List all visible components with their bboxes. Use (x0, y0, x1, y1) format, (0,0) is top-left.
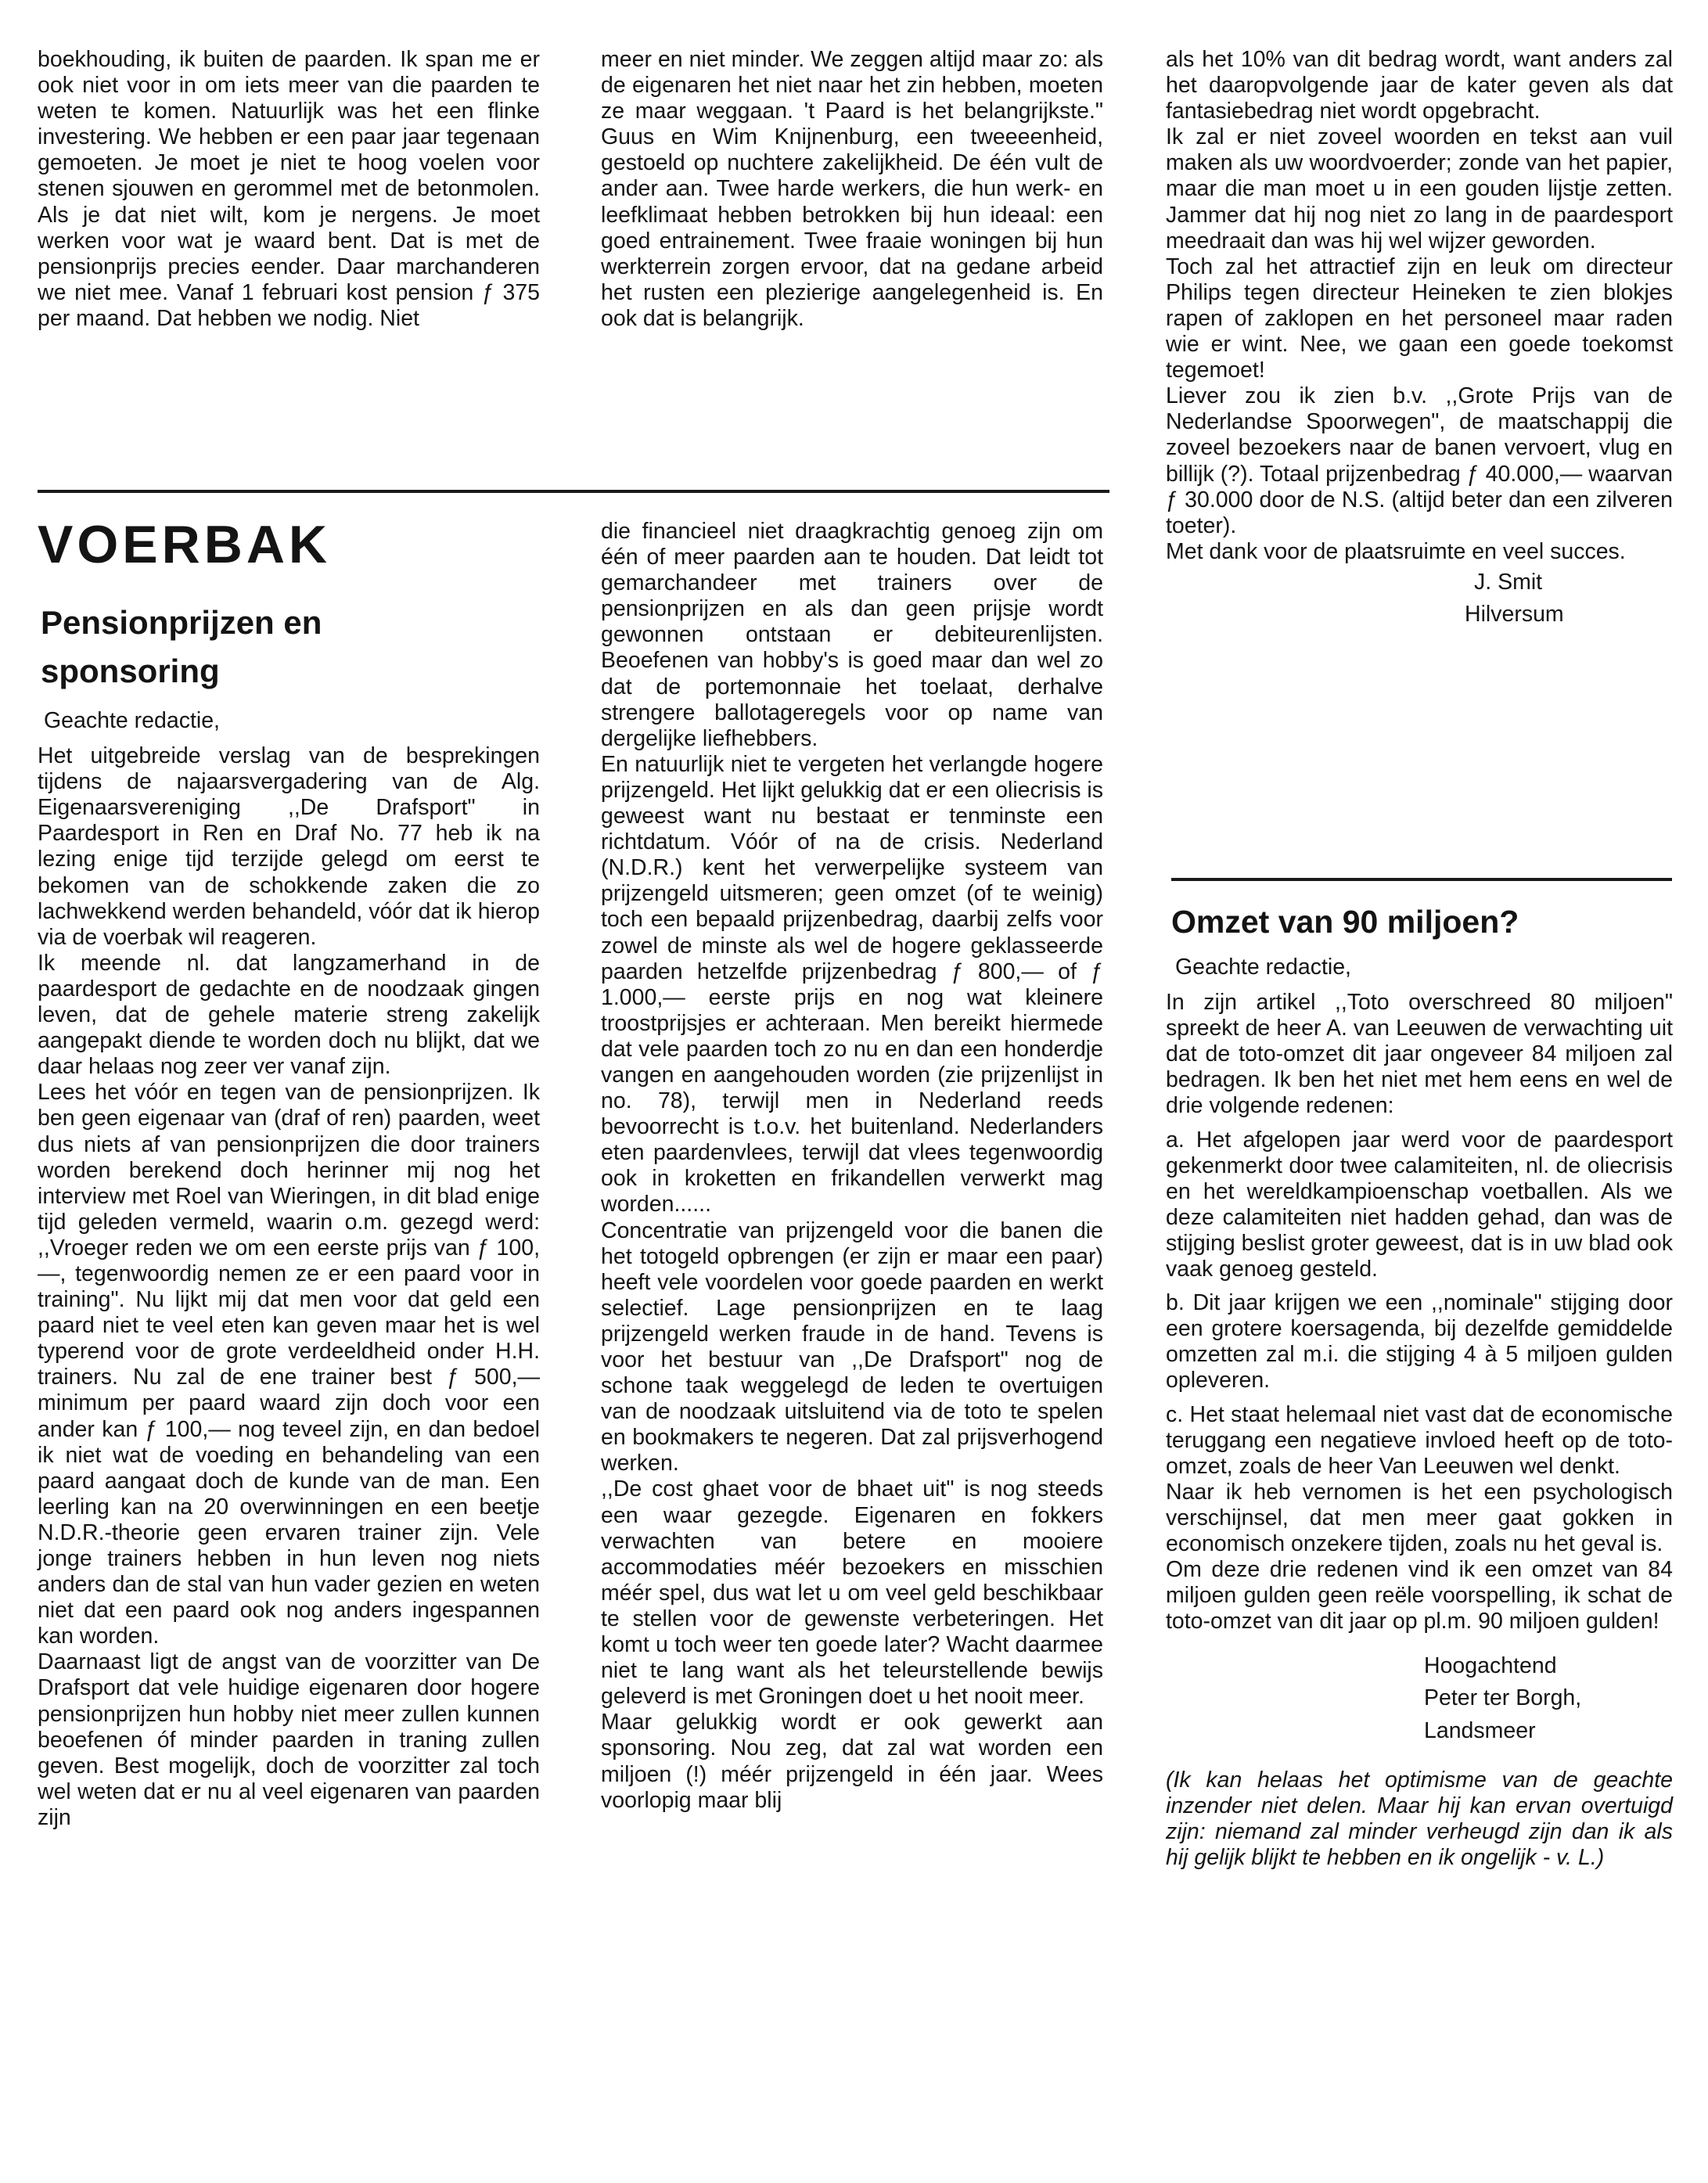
paragraph: In zijn artikel ,,Toto overschreed 80 miljoen" spreekt de heer A. van Leeuwen de verwachting uit dat de toto-omzet dit jaar ongeveer 84 miljoen zal bedragen. Ik ben het niet met hem eens en wel de drie volgende redenen: (1166, 990, 1673, 1119)
top-column-1 (38, 47, 540, 332)
paragraph: c. Het staat helemaal niet vast dat de economische teruggang een negatieve invloed heeft op de toto-omzet, zoals de heer Van Leeuwen wel denkt. (1166, 1401, 1673, 1479)
section-divider (1171, 878, 1672, 881)
continued-text: meer en niet minder. We zeggen altijd maar zo: als de eigenaren het niet naar het zin hebben, moeten ze maar weggaan. 't Paard is het belangrijkste." Guus en Wim Knijnenburg, een tweeeenheid, gestoeld op nuchtere zakelijkheid. De één vult de ander aan. Twee harde werkers, die hun werk- en leefklimaat hebben betrokken bij hun ideaal: een goed entrainement. Twee fraaie woningen bij hun werkterrein zorgen ervoor, dat na gedane arbeid het rusten een plezierige aangelegenheid is. En ook dat is belangrijk. (601, 47, 1103, 331)
letter-column-3 (1166, 47, 1673, 628)
paragraph: Ik zal er niet zoveel woorden en tekst aan vuil maken als uw woordvoerder; zonde van het papier, maar die man moet u in een gouden lijstje zetten. Jammer dat hij nog niet zo lang in de paardesport meedraait dan was hij wel wijzer geworden. (1166, 124, 1673, 254)
section-title: VOERBAK (38, 515, 332, 574)
paragraph: b. Dit jaar krijgen we een ,,nominale" stijging door een grotere koersagenda, bij dezelfde gemiddelde omzetten zal m.i. die stijging 4 à 5 miljoen gulden opleveren. (1166, 1290, 1673, 1394)
paragraph: Toch zal het attractief zijn en leuk om directeur Philips tegen directeur Heineken te zien blokjes rapen of zaklopen en het personeel maar raden wie er wint. Nee, we gaan een goede toekomst tegemoet! (1166, 254, 1673, 383)
signature-place: Hilversum (1465, 601, 1564, 627)
salutation: Geachte redactie, (44, 708, 220, 733)
editor-note: (Ik kan helaas het optimisme van de geachte inzender niet delen. Maar hij kan ervan overtuigd zijn: niemand zal minder verheugd zijn dan ik als hij gelijk blijkt te hebben en ik ongelijk - v. L.) (1166, 1767, 1673, 1870)
signature-name: Peter ter Borgh, (1424, 1685, 1582, 1711)
signature-block (1424, 1653, 1673, 1743)
paragraph: Het uitgebreide verslag van de besprekingen tijdens de najaarsvergadering van de Alg. Eigenaarsvereniging ,,De Drafsport" in Paardesport in Ren en Draf No. 77 heb ik na lezing enige tijd terzijde gelegd om eerst te bekomen van de schokkende zaken die zo lachwekkend werden behandeld, vóór dat ik hierop via de voerbak wil reageren. (38, 743, 540, 950)
paragraph: Naar ik heb vernomen is het een psychologisch verschijnsel, dat men meer gaat gokken in economisch onzekere tijden, zoals nu het geval is. (1166, 1479, 1673, 1556)
paragraph: ,,De cost ghaet voor de bhaet uit" is nog steeds een waar gezegde. Eigenaren en fokkers verwachten van betere en mooiere accommodaties méér bezoekers en misschien méér spel, dus wat let u om veel geld beschikbaar te stellen voor de gewenste verbeteringen. Het komt u toch weer ten goede later? Wacht daarmee niet te lang want als het teleurstellende bewijs geleverd is met Groningen doet u het nooit meer. (601, 1476, 1103, 1710)
letter-column-2 (601, 519, 1103, 1814)
paragraph: En natuurlijk niet te vergeten het verlangde hogere prijzengeld. Het lijkt gelukkig dat er een oliecrisis is geweest want nu bestaat er tenminste een richtdatum. Vóór of na de crisis. Nederland (N.D.R.) kent het verwerpelijke systeem van prijzengeld uitsmeren; geen omzet (of te weinig) toch een bepaald prijzenbedrag, daarbij zelfs voor zowel de minste als wel de hogere geklasseerde paarden hetzelfde prijzenbedrag ƒ 800,— of ƒ 1.000,— eerste prijs en nog wat kleinere troostprijsjes er achteraan. Men bereikt hiermede dat vele paarden toch zo nu en dan een honderdje vangen en aangehouden worden (zie prijzenlijst in no. 78), terwijl men in Nederland reeds bevoorrecht is t.o.v. het buitenland. Nederlanders eten paardenvlees, terwijl dat vlees tegenwoordig ook in kroketten en frikandellen verwerkt mag worden...... (601, 751, 1103, 1217)
closing: Hoogachtend (1424, 1653, 1557, 1679)
paragraph: Lees het vóór en tegen van de pensionprijzen. Ik ben geen eigenaar van (draf of ren) paarden, weet dus niets af van pensionprijzen die door trainers worden berekend doch herinner mij nog het interview met Roel van Wieringen, in dit blad enige tijd geleden vermeld, waarin o.m. gezegd werd: ,,Vroeger reden we om een eerste prijs van ƒ 100,—, tegenwoordig nemen ze er een paard voor in training". Nu lijkt mij dat men voor dat geld een paard niet te veel eten kan geven maar het is wel typerend voor de grote verdeeldheid onder H.H. trainers. Nu zal de ene trainer best ƒ 500,— minimum per paard waard zijn doch voor een ander kan ƒ 100,— nog teveel zijn, en dan bedoel ik niet wat de voeding en behandeling van een paard aangaat doch de kunde van de man. Een leerling kan na 20 overwinningen en een beetje N.D.R.-theorie geen ervaren trainer zijn. Vele jonge trainers hebben in hun leven nog niets anders dan de stal van hun vader gezien en weten niet dat een paard ook nog anders ingespannen kan worden. (38, 1080, 540, 1649)
paragraph: als het 10% van dit bedrag wordt, want anders zal het daaropvolgende jaar de kater geven als dat fantasiebedrag niet wordt opgebracht. (1166, 47, 1673, 124)
paragraph: Maar gelukkig wordt er ook gewerkt aan sponsoring. Nou zeg, dat zal wat worden een miljoen (!) méér prijzengeld in één jaar. Wees voorlopig maar blij (601, 1710, 1103, 1813)
signature-block (1465, 570, 1673, 628)
salutation: Geachte redactie, (1175, 955, 1351, 980)
article-title: Omzet van 90 miljoen? (1171, 904, 1519, 940)
paragraph: Daarnaast ligt de angst van de voorzitter van De Drafsport dat vele huidige eigenaren door hogere pensionprijzen hun hobby niet meer zullen kunnen beoefenen óf minder paarden in traning zullen geven. Best mogelijk, doch de voorzitter zal toch wel weten dat er nu al veel eigenaren van paarden zijn (38, 1649, 540, 1830)
letter-2-body (1166, 955, 1673, 1871)
signature-place: Landsmeer (1424, 1717, 1536, 1743)
paragraph: a. Het afgelopen jaar werd voor de paardesport gekenmerkt door twee calamiteiten, nl. de oliecrisis en het wereldkampioenschap voetballen. Als we deze calamiteiten niet hadden gehad, dan was de stijging beslist groter geweest, dat is in uw blad ook vaak genoeg gesteld. (1166, 1127, 1673, 1282)
top-column-2 (601, 47, 1103, 332)
article-subtitle: Pensionprijzen en sponsoring (41, 604, 322, 689)
signature-name: J. Smit (1474, 569, 1543, 595)
continued-text: boekhouding, ik buiten de paarden. Ik span me er ook niet voor in om iets meer van die paarden te weten te komen. Natuurlijk was het een flinke investering. We hebben er een paar jaar tegenaan gemoeten. Je moet je niet te hoog voelen voor stenen sjouwen en gerommel met de betonmolen. Als je dat niet wilt, kom je nergens. Je moet werken voor wat je waard bent. Dat is met de pensionprijs precies eender. Daar marchanderen we niet mee. Vanaf 1 februari kost pension ƒ 375 per maand. Dat hebben we nodig. Niet (38, 47, 540, 331)
paragraph: die financieel niet draagkrachtig genoeg zijn om één of meer paarden aan te houden. Dat leidt tot gemarchandeer met trainers over de pensionprijzen en als dan geen prijsje wordt gewonnen ontstaan er debiteurenlijsten. Beoefenen van hobby's is goed maar dan wel zo dat de portemonnaie het toelaat, derhalve strengere ballotageregels voor op name van dergelijke liefhebbers. (601, 519, 1103, 751)
section-divider (38, 490, 1109, 493)
paragraph: Ik meende nl. dat langzamerhand in de paardesport de gedachte en de noodzaak gingen leven, dat de gehele materie streng zakelijk aangepakt diende te worden doch nu blijkt, dat we daar helaas nog zeer ver vanaf zijn. (38, 950, 540, 1080)
paragraph: Liever zou ik zien b.v. ,,Grote Prijs van de Nederlandse Spoorwegen", de maatschappij die zoveel bezoekers naar de banen vervoert, vlug en billijk (?). Totaal prijzenbedrag ƒ 40.000,— waarvan ƒ 30.000 door de N.S. (altijd beter dan een zilveren toeter). (1166, 383, 1673, 538)
paragraph: Met dank voor de plaatsruimte en veel succes. (1166, 538, 1626, 564)
letter-column-1 (38, 708, 540, 1831)
paragraph: Concentratie van prijzengeld voor die banen die het totogeld opbrengen (er zijn er maar een paar) heeft vele voordelen voor goede paarden en werkt selectief. Lage pensionprijzen en te laag prijzengeld werken fraude in de hand. Tevens is voor het bestuur van ,,De Drafsport" nog de schone taak weggelegd de leden te overtuigen van de noodzaak uitsluitend via de toto te spelen en bookmakers te negeren. Dat zal prijsverhogend werken. (601, 1217, 1103, 1476)
paragraph: Om deze drie redenen vind ik een omzet van 84 miljoen gulden geen reële voorspelling, ik schat de toto-omzet van dit jaar op pl.m. 90 miljoen gulden! (1166, 1557, 1673, 1635)
